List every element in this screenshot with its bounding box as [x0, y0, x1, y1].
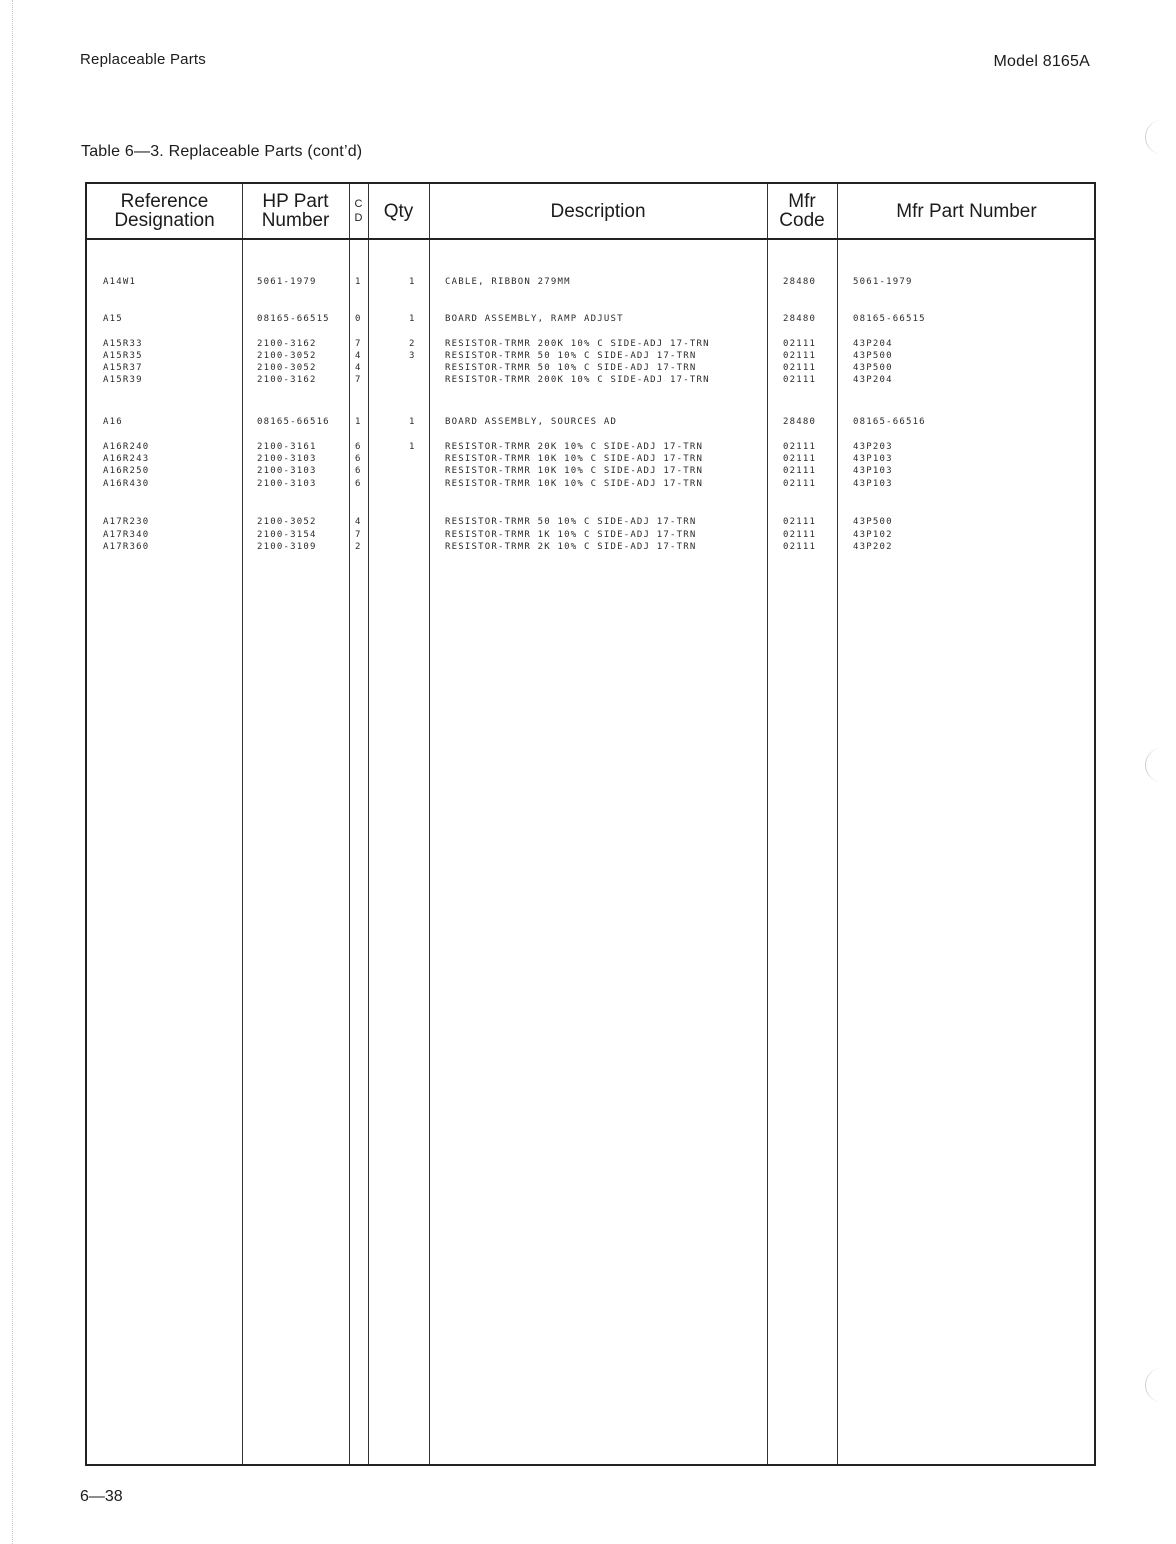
- table-cell-cd: 0: [355, 314, 362, 324]
- parts-table: [85, 182, 1096, 1466]
- table-cell-mfr: 02111: [783, 351, 817, 361]
- column-divider: [429, 184, 430, 1464]
- column-divider: [837, 184, 838, 1464]
- table-cell-desc: CABLE, RIBBON 279MM: [445, 277, 571, 287]
- table-cell-ref: A16R240: [103, 442, 150, 452]
- table-cell-hp: 08165-66515: [257, 314, 330, 324]
- table-cell-cd: 4: [355, 363, 362, 373]
- table-cell-cd: 2: [355, 542, 362, 552]
- model-label: Model 8165A: [993, 53, 1090, 70]
- table-cell-hp: 5061-1979: [257, 277, 317, 287]
- page-edge-dots: [12, 0, 14, 1544]
- header-description: Description: [550, 200, 646, 222]
- table-cell-ref: A17R230: [103, 517, 150, 527]
- table-cell-mfr: 02111: [783, 363, 817, 373]
- table-cell-hp: 2100-3161: [257, 442, 317, 452]
- table-cell-cd: 6: [355, 442, 362, 452]
- table-cell-mfr: 28480: [783, 417, 817, 427]
- table-cell-mpn: 43P202: [853, 542, 893, 552]
- table-cell-mfr: 02111: [783, 530, 817, 540]
- table-cell-desc: RESISTOR-TRMR 10K 10% C SIDE-ADJ 17-TRN: [445, 466, 704, 476]
- table-cell-mfr: 28480: [783, 314, 817, 324]
- binding-hole-mark: [1145, 1368, 1164, 1402]
- table-cell-ref: A14W1: [103, 277, 137, 287]
- table-cell-desc: RESISTOR-TRMR 10K 10% C SIDE-ADJ 17-TRN: [445, 479, 704, 489]
- table-cell-ref: A16R243: [103, 454, 150, 464]
- table-cell-qty: 2: [409, 339, 416, 349]
- header-check-digit: C D: [354, 198, 363, 224]
- table-cell-mfr: 02111: [783, 442, 817, 452]
- table-cell-ref: A17R340: [103, 530, 150, 540]
- table-cell-hp: 2100-3052: [257, 351, 317, 361]
- table-cell-ref: A15: [103, 314, 123, 324]
- header-reference-designation: Reference Designation: [114, 191, 215, 231]
- table-cell-desc: RESISTOR-TRMR 50 10% C SIDE-ADJ 17-TRN: [445, 363, 697, 373]
- table-cell-mfr: 02111: [783, 479, 817, 489]
- table-cell-hp: 2100-3052: [257, 517, 317, 527]
- table-cell-qty: 1: [409, 442, 416, 452]
- table-cell-desc: BOARD ASSEMBLY, SOURCES AD: [445, 417, 618, 427]
- table-cell-mpn: 5061-1979: [853, 277, 913, 287]
- table-cell-hp: 2100-3162: [257, 339, 317, 349]
- table-caption: Table 6—3. Replaceable Parts (cont’d): [81, 143, 363, 160]
- table-cell-cd: 6: [355, 479, 362, 489]
- table-cell-qty: 1: [409, 314, 416, 324]
- table-cell-mpn: 43P500: [853, 363, 893, 373]
- table-cell-ref: A15R39: [103, 375, 143, 385]
- column-divider: [767, 184, 768, 1464]
- table-cell-hp: 2100-3052: [257, 363, 317, 373]
- table-cell-ref: A16R250: [103, 466, 150, 476]
- table-cell-cd: 4: [355, 351, 362, 361]
- table-cell-qty: 1: [409, 417, 416, 427]
- table-cell-mpn: 43P203: [853, 442, 893, 452]
- column-divider: [242, 184, 243, 1464]
- column-divider: [349, 184, 350, 1464]
- table-cell-mpn: 08165-66516: [853, 417, 926, 427]
- table-cell-qty: 1: [409, 277, 416, 287]
- table-cell-ref: A17R360: [103, 542, 150, 552]
- table-cell-desc: BOARD ASSEMBLY, RAMP ADJUST: [445, 314, 624, 324]
- table-cell-mpn: 43P500: [853, 517, 893, 527]
- table-cell-cd: 1: [355, 417, 362, 427]
- table-cell-hp: 2100-3109: [257, 542, 317, 552]
- table-cell-desc: RESISTOR-TRMR 50 10% C SIDE-ADJ 17-TRN: [445, 351, 697, 361]
- table-cell-mfr: 02111: [783, 517, 817, 527]
- table-cell-hp: 2100-3103: [257, 466, 317, 476]
- header-rule: [87, 238, 1094, 240]
- table-cell-mpn: 43P204: [853, 339, 893, 349]
- table-cell-hp: 2100-3103: [257, 479, 317, 489]
- table-cell-mpn: 43P102: [853, 530, 893, 540]
- table-cell-cd: 7: [355, 530, 362, 540]
- table-cell-mfr: 02111: [783, 542, 817, 552]
- table-cell-mfr: 02111: [783, 454, 817, 464]
- table-cell-ref: A15R33: [103, 339, 143, 349]
- header-mfr-part-number: Mfr Part Number: [896, 200, 1037, 222]
- table-cell-ref: A16: [103, 417, 123, 427]
- page-number: 6—38: [80, 1488, 123, 1505]
- table-cell-mfr: 28480: [783, 277, 817, 287]
- table-cell-cd: 6: [355, 466, 362, 476]
- table-cell-desc: RESISTOR-TRMR 20K 10% C SIDE-ADJ 17-TRN: [445, 442, 704, 452]
- table-cell-mpn: 43P103: [853, 454, 893, 464]
- binding-hole-mark: [1145, 748, 1164, 782]
- table-cell-cd: 7: [355, 339, 362, 349]
- table-cell-mpn: 43P204: [853, 375, 893, 385]
- table-cell-desc: RESISTOR-TRMR 50 10% C SIDE-ADJ 17-TRN: [445, 517, 697, 527]
- table-cell-mpn: 43P103: [853, 479, 893, 489]
- table-cell-mpn: 43P103: [853, 466, 893, 476]
- header-qty: Qty: [383, 200, 414, 222]
- table-cell-mpn: 43P500: [853, 351, 893, 361]
- table-cell-mfr: 02111: [783, 375, 817, 385]
- binding-hole-mark: [1145, 120, 1164, 154]
- table-cell-ref: A16R430: [103, 479, 150, 489]
- table-cell-hp: 08165-66516: [257, 417, 330, 427]
- table-cell-desc: RESISTOR-TRMR 1K 10% C SIDE-ADJ 17-TRN: [445, 530, 697, 540]
- table-cell-desc: RESISTOR-TRMR 10K 10% C SIDE-ADJ 17-TRN: [445, 454, 704, 464]
- header-hp-part-number: HP Part Number: [261, 191, 330, 231]
- header-mfr-code: Mfr Code: [779, 191, 825, 231]
- table-cell-cd: 4: [355, 517, 362, 527]
- table-cell-mfr: 02111: [783, 466, 817, 476]
- table-cell-desc: RESISTOR-TRMR 200K 10% C SIDE-ADJ 17-TRN: [445, 375, 710, 385]
- table-cell-hp: 2100-3103: [257, 454, 317, 464]
- table-cell-ref: A15R35: [103, 351, 143, 361]
- table-cell-desc: RESISTOR-TRMR 2K 10% C SIDE-ADJ 17-TRN: [445, 542, 697, 552]
- column-divider: [368, 184, 369, 1464]
- table-cell-hp: 2100-3154: [257, 530, 317, 540]
- table-cell-hp: 2100-3162: [257, 375, 317, 385]
- table-cell-ref: A15R37: [103, 363, 143, 373]
- table-cell-desc: RESISTOR-TRMR 200K 10% C SIDE-ADJ 17-TRN: [445, 339, 710, 349]
- section-title: Replaceable Parts: [80, 51, 206, 68]
- table-cell-mpn: 08165-66515: [853, 314, 926, 324]
- table-cell-qty: 3: [409, 351, 416, 361]
- table-cell-cd: 1: [355, 277, 362, 287]
- table-cell-cd: 6: [355, 454, 362, 464]
- table-cell-mfr: 02111: [783, 339, 817, 349]
- table-cell-cd: 7: [355, 375, 362, 385]
